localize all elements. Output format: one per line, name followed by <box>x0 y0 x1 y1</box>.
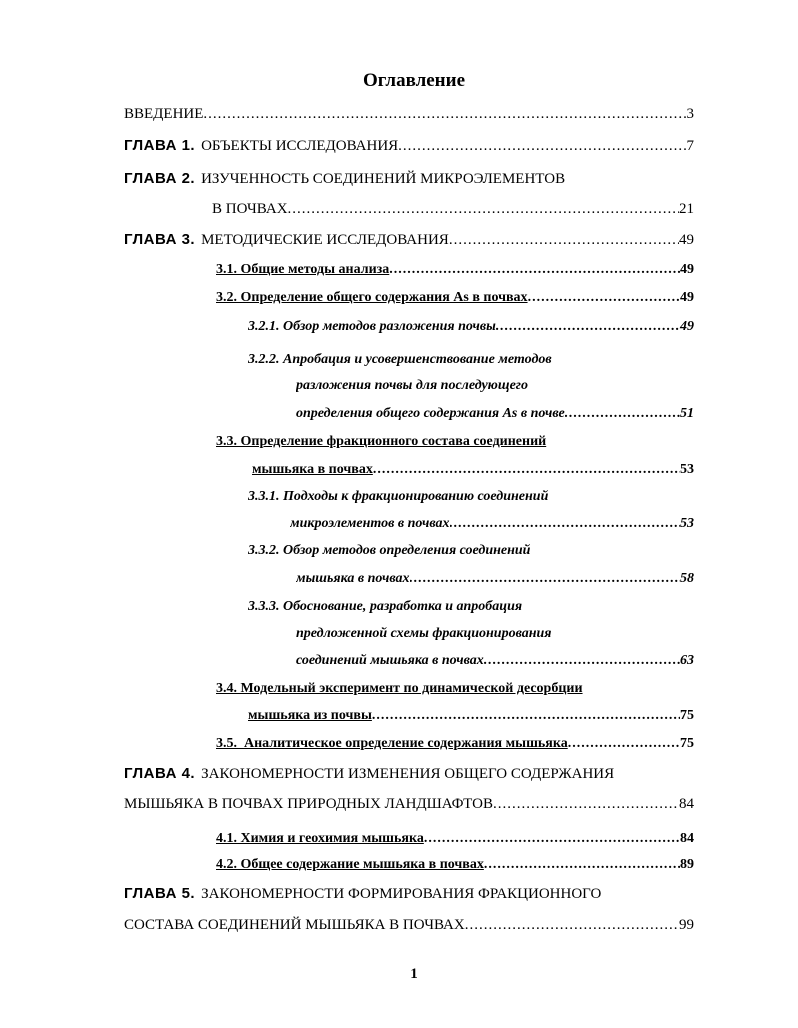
chapter-label: ГЛАВА 5. <box>124 885 196 902</box>
toc-page-number: 21 <box>679 201 694 217</box>
toc-entry-text: мышьяка из почвы <box>248 708 372 723</box>
toc-entry-text: определения общего содержания As в почве <box>296 406 565 421</box>
toc-entry-text: В ПОЧВАХ <box>212 201 288 217</box>
toc-entry-text: 4.1. Химия и геохимия мышьяка <box>216 831 424 846</box>
toc-entry-text: микроэлементов в почвах <box>290 516 450 531</box>
toc-entry-introduction[interactable] <box>124 103 694 125</box>
toc-entry-text: разложения почвы для последующего <box>296 378 528 393</box>
dot-leader <box>568 733 680 755</box>
toc-entry-text: 3.2.1. Обзор методов разложения почвы <box>248 319 496 334</box>
dot-leader <box>389 259 680 281</box>
dot-leader <box>450 513 680 535</box>
dot-leader <box>493 793 679 815</box>
toc-entry-text: 3.4. Модельный эксперимент по динамической десорбции <box>216 681 583 696</box>
dot-leader <box>410 568 680 590</box>
toc-page-number: 53 <box>680 462 694 477</box>
toc-entry-4-2[interactable] <box>216 854 694 876</box>
chapter-label: ГЛАВА 3. <box>124 231 196 248</box>
toc-entry-text: 3.1. Общие методы анализа <box>216 262 390 277</box>
toc-page-number: 7 <box>686 138 694 154</box>
toc-page-number: 63 <box>680 653 694 668</box>
toc-entry-chapter-1[interactable] <box>124 135 694 157</box>
toc-entry-text: мышьяка в почвах <box>252 462 373 477</box>
toc-entry-text: ОБЪЕКТЫ ИССЛЕДОВАНИЯ <box>201 138 399 154</box>
toc-entry-chapter-5[interactable] <box>124 883 694 905</box>
toc-entry-text: соединений мышьяка в почвах <box>296 653 484 668</box>
toc-page-number: 3 <box>686 106 694 122</box>
toc-page-number: 51 <box>680 406 694 421</box>
chapter-label: ГЛАВА 1. <box>124 137 196 154</box>
toc-entry-text: 3.3.1. Подходы к фракционированию соединений <box>248 489 549 504</box>
toc-entry-3-2-1[interactable] <box>248 316 694 338</box>
toc-entry-text: 3.3.2. Обзор методов определения соединений <box>248 543 531 558</box>
dot-leader <box>484 854 680 876</box>
toc-entry-chapter-3[interactable] <box>124 229 694 251</box>
toc-entry-chapter-5-end[interactable] <box>124 914 694 936</box>
toc-page-number: 89 <box>680 857 694 872</box>
toc-entry-text: мышьяка в почвах <box>296 571 410 586</box>
toc-entry-3-3-2-end[interactable] <box>296 568 694 590</box>
toc-entry-text: МЫШЬЯКА В ПОЧВАХ ПРИРОДНЫХ ЛАНДШАФТОВ <box>124 796 493 812</box>
toc-page-number: 84 <box>679 796 694 812</box>
toc-entry-text: ВВЕДЕНИЕ <box>124 106 204 122</box>
toc-entry-text: предложенной схемы фракционирования <box>296 626 552 641</box>
toc-entry-text: 3.3.3. Обоснование, разработка и апробация <box>248 599 523 614</box>
toc-entry-text: 3.5. Аналитическое определение содержания мышьяка <box>216 736 568 751</box>
dot-leader <box>565 403 680 425</box>
toc-entry-text: ЗАКОНОМЕРНОСТИ ИЗМЕНЕНИЯ ОБЩЕГО СОДЕРЖАНИЯ <box>201 766 615 782</box>
toc-entry-3-3[interactable] <box>216 431 694 453</box>
toc-entry-chapter-2-continuation[interactable] <box>212 198 694 220</box>
dot-leader <box>496 316 680 338</box>
toc-entry-3-4-end[interactable] <box>248 705 694 727</box>
toc-entry-text: 4.2. Общее содержание мышьяка в почвах <box>216 857 484 872</box>
toc-entry-chapter-2[interactable] <box>124 168 694 190</box>
chapter-label: ГЛАВА 4. <box>124 765 196 782</box>
toc-page-number: 49 <box>680 290 694 305</box>
page-number: 1 <box>410 966 418 982</box>
toc-entry-text: 3.2.2. Апробация и усовершенствование методов <box>248 352 552 367</box>
toc-page-number: 84 <box>680 831 694 846</box>
dot-leader <box>449 229 679 251</box>
toc-entry-chapter-4[interactable] <box>124 763 694 785</box>
dot-leader <box>465 914 679 936</box>
toc-entry-3-3-1-end[interactable] <box>290 513 694 535</box>
toc-entry-text: ИЗУЧЕННОСТЬ СОЕДИНЕНИЙ МИКРОЭЛЕМЕНТОВ <box>201 171 566 187</box>
toc-entry-3-3-end[interactable] <box>252 459 694 481</box>
page-title: Оглавление <box>362 70 466 91</box>
toc-entry-3-3-3-continuation[interactable] <box>296 623 694 645</box>
toc-page-number: 75 <box>680 736 694 751</box>
dot-leader <box>288 198 679 220</box>
toc-entry-3-3-3[interactable] <box>248 596 694 618</box>
toc-entry-3-4[interactable] <box>216 678 694 700</box>
chapter-label: ГЛАВА 2. <box>124 170 196 187</box>
toc-entry-3-3-2[interactable] <box>248 540 694 562</box>
dot-leader <box>372 705 680 727</box>
toc-entry-chapter-4-end[interactable] <box>124 793 694 815</box>
toc-page-number: 49 <box>680 262 694 277</box>
dot-leader <box>398 135 686 157</box>
toc-entry-3-5[interactable] <box>216 733 694 755</box>
toc-page-number: 58 <box>680 571 694 586</box>
toc-entry-3-2-2-end[interactable] <box>296 403 694 425</box>
toc-entry-text: 3.2. Определение общего содержания As в почвах <box>216 290 528 305</box>
toc-entry-text: ЗАКОНОМЕРНОСТИ ФОРМИРОВАНИЯ ФРАКЦИОННОГО <box>201 886 602 902</box>
toc-entry-3-1[interactable] <box>216 259 694 281</box>
toc-page-number: 49 <box>680 319 694 334</box>
toc-entry-4-1[interactable] <box>216 828 694 850</box>
toc-entry-3-2-2[interactable] <box>248 349 694 371</box>
toc-page-number: 53 <box>680 516 694 531</box>
toc-entry-3-3-1[interactable] <box>248 486 694 508</box>
toc-page-number: 99 <box>679 917 694 933</box>
dot-leader <box>203 103 686 125</box>
toc-entry-text: МЕТОДИЧЕСКИЕ ИССЛЕДОВАНИЯ <box>201 232 449 248</box>
toc-entry-text: СОСТАВА СОЕДИНЕНИЙ МЫШЬЯКА В ПОЧВАХ <box>124 917 465 933</box>
dot-leader <box>528 287 680 309</box>
dot-leader <box>373 459 680 481</box>
toc-entry-3-2[interactable] <box>216 287 694 309</box>
dot-leader <box>484 650 680 672</box>
toc-entry-3-2-2-continuation[interactable] <box>296 375 694 397</box>
dot-leader <box>424 828 680 850</box>
toc-entry-text: 3.3. Определение фракционного состава соединений <box>216 434 547 449</box>
toc-entry-3-3-3-end[interactable] <box>296 650 694 672</box>
toc-page-number: 49 <box>679 232 694 248</box>
toc-page-number: 75 <box>680 708 694 723</box>
